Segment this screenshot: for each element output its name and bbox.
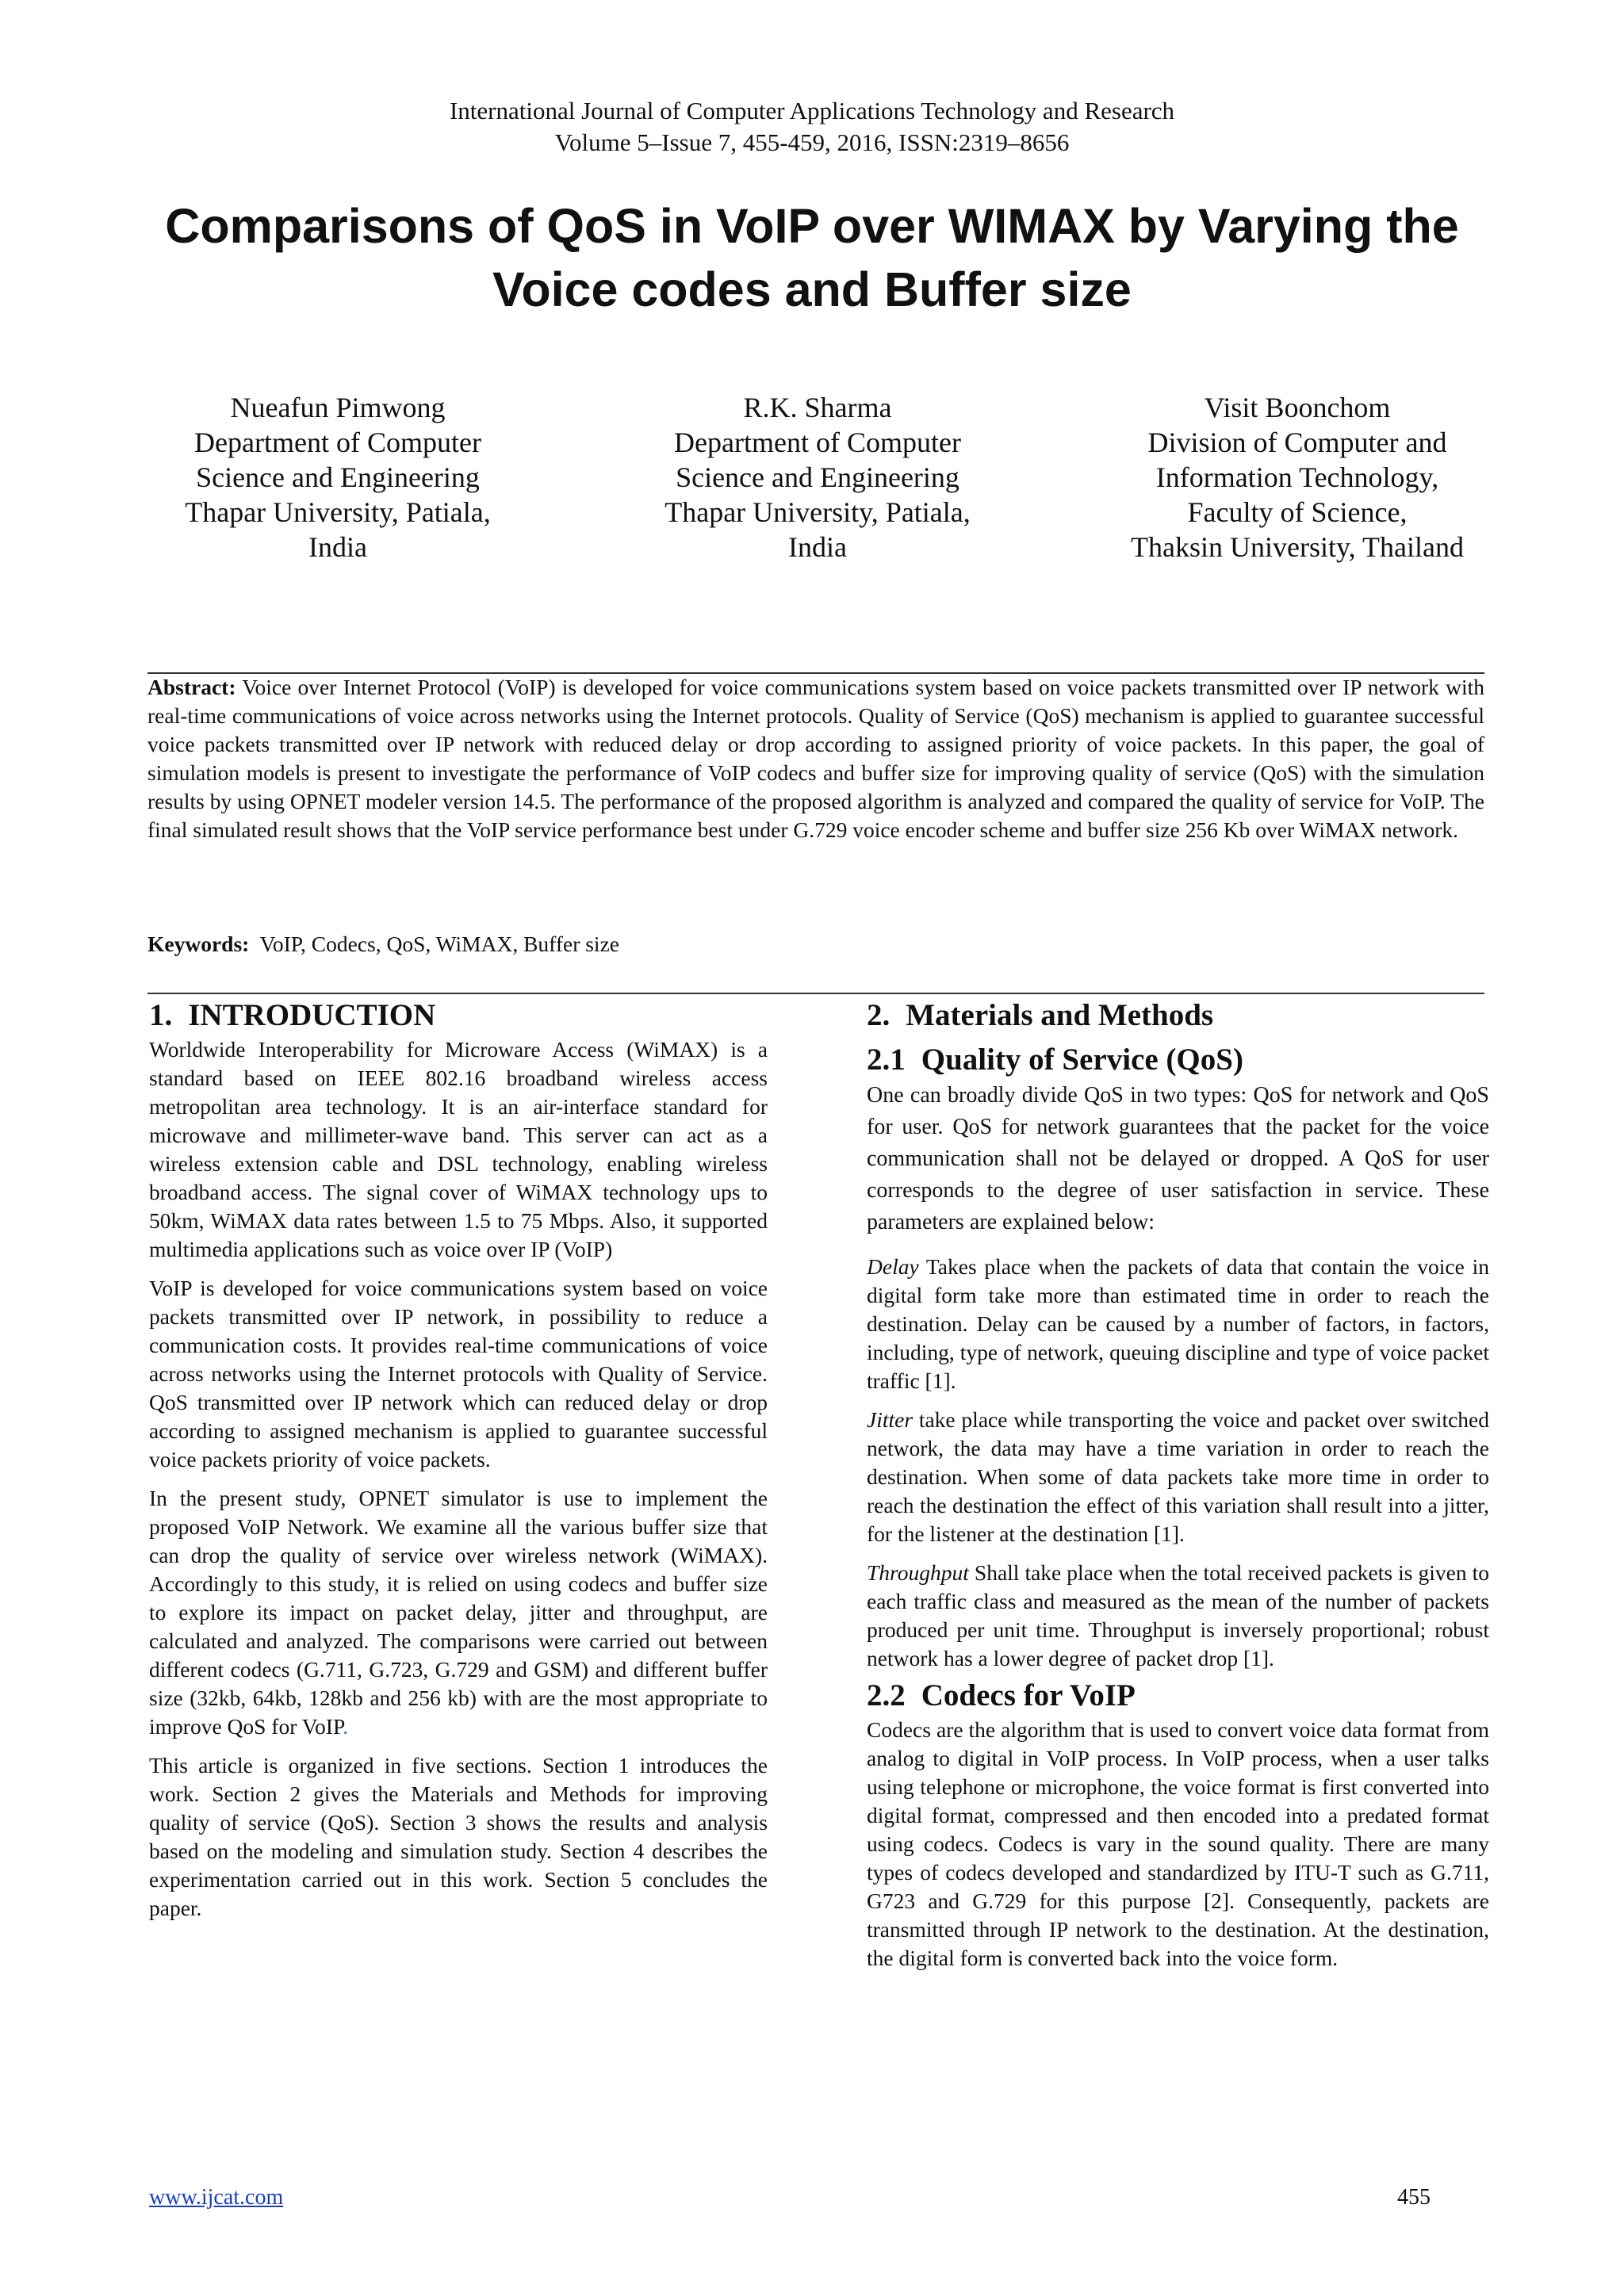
section-2-1-heading xyxy=(867,1040,1489,1080)
jitter-text: take place while transporting the voice and packet over switched network, the data may have a time variation in order to reach the destination. When some of data packets take more time in order to reach the destination the effect of this variation shall result into a jitter, for the listener at the destination [1]. xyxy=(867,1407,1489,1546)
author-1-affil-1: Department of Computer xyxy=(194,427,481,458)
journal-header xyxy=(0,95,1624,159)
keywords-label: Keywords: xyxy=(147,932,250,956)
intro-paragraph-1: Worldwide Interoperability for Microware Access (WiMAX) is a standard based on IEEE 802.16 broadband wireless access metropolitan area technology. It is an air-interface standard for microwave and millimeter-wave band. This server can act as a wireless extension cable and DSL technology, enabling wireless broadband access. The signal cover of WiMAX technology ups to 50km, WiMAX data rates between 1.5 to 75 Mbps. Also, it supported multimedia applications such as voice over IP (VoIP) xyxy=(149,1037,768,1261)
delay-term: Delay xyxy=(867,1254,919,1279)
intro-paragraph-4: This article is organized in five sections. Section 1 introduces the work. Section 2 gives the Materials and Methods for improving quality of service (QoS). Section 3 shows the results and analysis based on the modeling and simulation study. Section 4 describes the experimentation carried out in this work. Section 5 concludes the paper. xyxy=(149,1753,768,1920)
body-top-rule xyxy=(147,993,1484,994)
paper-title xyxy=(103,194,1521,321)
delay-paragraph xyxy=(867,1253,1489,1395)
section-2-2-title: Codecs for VoIP xyxy=(921,1678,1136,1712)
throughput-text: Shall take place when the total received packets is given to each traffic class and measured as the mean of the number of packets produced per unit time. Throughput is inversely proportional; robust network has a lower degree of packet drop [1]. xyxy=(867,1560,1489,1670)
jitter-paragraph xyxy=(867,1406,1489,1548)
left-column xyxy=(149,996,768,1933)
jitter-term: Jitter xyxy=(867,1407,914,1432)
intro-paragraph-3 xyxy=(149,1484,768,1741)
author-2-affil-3: Thapar University, Patiala, xyxy=(665,496,971,528)
author-2-name: R.K. Sharma xyxy=(743,392,892,423)
author-3-affil-4: Thaksin University, Thailand xyxy=(1131,531,1464,563)
author-2-affil-2: Science and Engineering xyxy=(676,461,959,493)
section-2-1-title: Quality of Service (QoS) xyxy=(921,1043,1243,1077)
intro-paragraph-3-end: . xyxy=(343,1714,349,1739)
abstract-text: Voice over Internet Protocol (VoIP) is developed for voice communications system based on voice packets transmitted over IP network with real-time communications of voice across networks using the Internet protocols. Quality of Service (QoS) mechanism is applied to guarantee successful voice packets transmitted over IP network with reduced delay or drop according to assigned priority of voice packets. In this paper, the goal of simulation models is present to investigate the performance of VoIP codecs and buffer size for improving quality of service (QoS) with the simulation results by using OPNET modeler version 14.5. The performance of the proposed algorithm is analyzed and compared the quality of service for VoIP. The final simulated result shows that the VoIP service performance best under G.729 voice encoder scheme and buffer size 256 Kb over WiMAX network. xyxy=(147,675,1484,842)
author-1-affil-2: Science and Engineering xyxy=(196,461,480,493)
author-1-name: Nueafun Pimwong xyxy=(230,392,446,423)
section-1-title: INTRODUCTION xyxy=(188,998,436,1032)
author-3-affil-3: Faculty of Science, xyxy=(1187,496,1408,528)
intro-paragraph-3-text: In the present study, OPNET simulator is use to implement the proposed VoIP Network. We examine all the various buffer size that can drop the quality of service over wireless network (WiMAX). Accordingly to this study, it is relied on using codecs and buffer size to explore its impact on packet delay, jitter and throughput, are calculated and analyzed. The comparisons were carried out between different codecs (G.711, G.723, G.729 and GSM) and different buffer size (32kb, 64kb, 128kb and 256 kb) with are the most appropriate to improve QoS for VoIP xyxy=(149,1486,768,1739)
intro-paragraph-2: VoIP is developed for voice communications system based on voice packets transmitted over IP network, in possibility to reduce a communication costs. It provides real-time communications of voice across networks using the Internet protocols with Quality of Service. QoS transmitted over IP network which can reduced delay or drop according to assigned mechanism is applied to guarantee successful voice packets priority of voice packets. xyxy=(149,1276,768,1471)
journal-name: International Journal of Computer Applications Technology and Research xyxy=(449,97,1175,124)
author-1 xyxy=(116,390,560,564)
section-1-number: 1. xyxy=(149,998,173,1032)
keywords-text: VoIP, Codecs, QoS, WiMAX, Buffer size xyxy=(249,932,619,956)
author-3-name: Visit Boonchom xyxy=(1204,392,1391,423)
page-number: 455 xyxy=(1397,2185,1431,2210)
author-3-affil-2: Information Technology, xyxy=(1155,461,1439,493)
author-2 xyxy=(596,390,1040,564)
author-3-affil-1: Division of Computer and xyxy=(1147,427,1447,458)
author-1-affil-3: Thapar University, Patiala, xyxy=(185,496,491,528)
throughput-term: Throughput xyxy=(867,1560,969,1585)
author-3 xyxy=(1075,390,1519,564)
codecs-paragraph: Codecs are the algorithm that is used to convert voice data format from analog to digital in VoIP process. In VoIP process, when a user talks using telephone or microphone, the voice format is first converted into digital format, compressed and then encoded into a predated format using codecs. Codecs is vary in the sound quality. There are many types of codecs developed and standardized by ITU-T such as G.711, G723 and G.729 for this purpose [2]. Consequently, packets are transmitted through IP network to the destination. At the destination, the digital form is converted back into the voice form. xyxy=(867,1717,1489,1970)
author-2-affil-4: India xyxy=(788,531,847,563)
abstract-label: Abstract: xyxy=(147,675,236,699)
journal-website-link[interactable]: www.ijcat.com xyxy=(149,2185,284,2210)
author-block xyxy=(0,390,1624,596)
section-2-1-number: 2.1 xyxy=(867,1043,906,1077)
title-line-2: Voice codes and Buffer size xyxy=(492,262,1132,316)
keywords xyxy=(147,930,1484,959)
journal-volume: Volume 5–Issue 7, 455-459, 2016, ISSN:2319–8656 xyxy=(554,128,1070,156)
author-1-affil-4: India xyxy=(308,531,367,563)
right-column xyxy=(867,996,1489,1983)
section-2-heading xyxy=(867,996,1489,1035)
throughput-paragraph xyxy=(867,1559,1489,1673)
delay-text: Takes place when the packets of data that contain the voice in digital form take more than estimated time in order to reach the destination. Delay can be caused by a number of factors, in factors, including, type of network, queuing discipline and type of voice packet traffic [1]. xyxy=(867,1254,1489,1393)
section-1-heading xyxy=(149,996,768,1035)
section-2-number: 2. xyxy=(867,998,891,1032)
qos-paragraph: One can broadly divide QoS in two types: QoS for network and QoS for user. QoS for network guarantees that the packet for the voice communication shall not be delayed or dropped. A QoS for user corresponds to the degree of user satisfaction in service. These parameters are explained below: xyxy=(867,1083,1489,1234)
section-2-title: Materials and Methods xyxy=(906,998,1214,1032)
title-line-1: Comparisons of QoS in VoIP over WIMAX by Varying the xyxy=(165,199,1459,253)
section-2-2-number: 2.2 xyxy=(867,1678,906,1712)
abstract xyxy=(147,672,1484,844)
section-2-2-heading xyxy=(867,1676,1489,1716)
author-2-affil-1: Department of Computer xyxy=(674,427,961,458)
